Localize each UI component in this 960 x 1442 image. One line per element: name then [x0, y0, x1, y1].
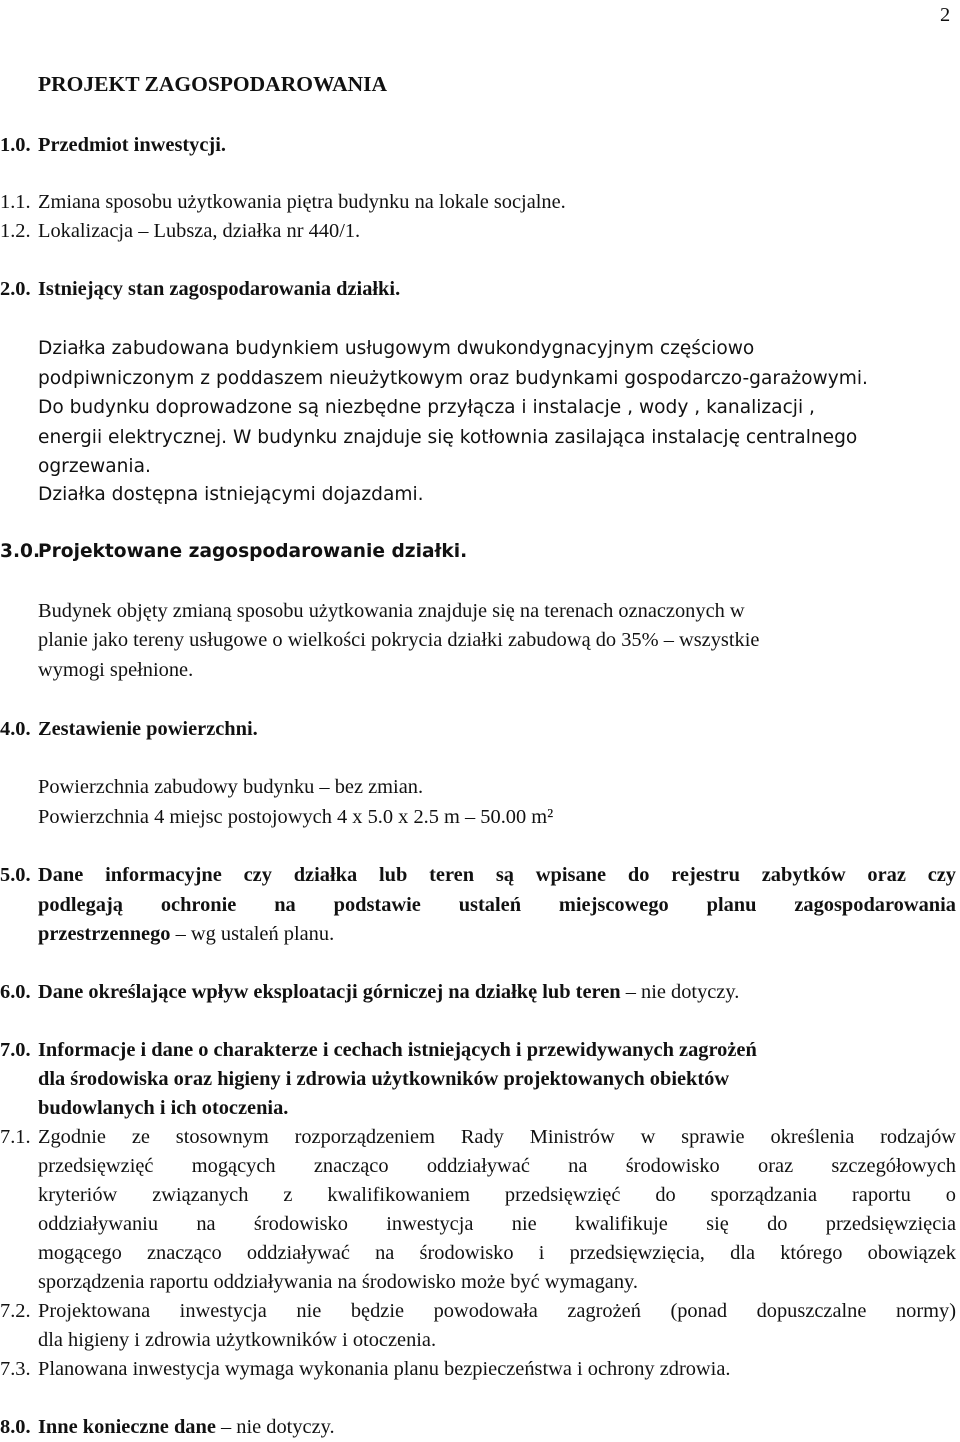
section-heading-line: przestrzennego: [38, 923, 171, 945]
section-number: 6.0.: [0, 981, 31, 1003]
item-text: Zmiana sposobu użytkowania piętra budynku na lokale socjalne.: [38, 191, 566, 213]
paragraph-line: Działka zabudowana budynkiem usługowym dwukondygnacyjnym częściowo: [38, 338, 755, 359]
paragraph-line: Budynek objęty zmianą sposobu użytkowania znajduje się na terenach oznaczonych w: [38, 600, 745, 622]
section-number: 7.0.: [0, 1039, 31, 1061]
section-note: – nie dotyczy.: [215, 1416, 335, 1438]
item-number: 7.3.: [0, 1358, 31, 1380]
paragraph-line: Działka dostępna istniejącymi dojazdami.: [38, 484, 424, 505]
paragraph-line: wymogi spełnione.: [38, 659, 194, 681]
item-number: 7.2.: [0, 1300, 31, 1322]
paragraph-line: dla higieny i zdrowia użytkowników i otoczenia.: [38, 1329, 437, 1351]
item-text: Lokalizacja – Lubsza, działka nr 440/1.: [38, 220, 361, 242]
paragraph-line: Planowana inwestycja wymaga wykonania planu bezpieczeństwa i ochrony zdrowia.: [38, 1358, 731, 1380]
paragraph-line: przedsięwzięć mogących znacząco oddziaływać na środowisko oraz szczegółowych: [38, 1155, 956, 1177]
paragraph-line: Powierzchnia zabudowy budynku – bez zmian.: [38, 776, 424, 798]
section-note: – wg ustaleń planu.: [170, 923, 335, 945]
paragraph-line: mogącego znacząco oddziaływać na środowisko i przedsięwzięcia, dla którego obowiązek: [38, 1242, 956, 1264]
section-heading-line: budowlanych i ich otoczenia.: [38, 1097, 289, 1119]
document-title: PROJEKT ZAGOSPODAROWANIA: [38, 72, 388, 96]
section-note: – nie dotyczy.: [620, 981, 740, 1003]
section-heading: Dane określające wpływ eksploatacji górniczej na działkę lub teren: [38, 981, 621, 1003]
paragraph-line: sporządzenia raportu oddziaływania na środowisko może być wymagany.: [38, 1271, 638, 1293]
section-number: 2.0.: [0, 278, 31, 300]
section-heading: Zestawienie powierzchni.: [38, 718, 258, 740]
section-number: 8.0.: [0, 1416, 31, 1438]
section-heading-line: Informacje i dane o charakterze i cechach istniejących i przewidywanych zagrożeń: [38, 1039, 757, 1061]
paragraph-line: Do budynku doprowadzone są niezbędne przyłącza i instalacje , wody , kanalizacji ,: [38, 397, 815, 418]
paragraph-line: Zgodnie ze stosownym rozporządzeniem Rady Ministrów w sprawie określenia rodzajów: [38, 1126, 956, 1148]
section-number: 1.0.: [0, 134, 31, 156]
item-number: 7.1.: [0, 1126, 31, 1148]
page-number: 2: [940, 4, 951, 26]
section-heading: Inne konieczne dane: [38, 1416, 216, 1438]
paragraph-line: podpiwniczonym z poddaszem nieużytkowym oraz budynkami gospodarczo-garażowymi.: [38, 368, 868, 389]
item-number: 1.1.: [0, 191, 31, 213]
section-heading: Istniejący stan zagospodarowania działki.: [38, 278, 401, 300]
section-heading: Projektowane zagospodarowanie działki.: [38, 541, 468, 562]
paragraph-line: planie jako tereny usługowe o wielkości pokrycia działki zabudową do 35% – wszystkie: [38, 629, 760, 651]
paragraph-line: energii elektrycznej. W budynku znajduje się kotłownia zasilająca instalację centralnego: [38, 427, 858, 448]
paragraph-line: kryteriów związanych z kwalifikowaniem przedsięwzięć do sporządzania raportu o: [38, 1184, 956, 1206]
paragraph-line: oddziaływaniu na środowisko inwestycja nie kwalifikuje się do przedsięwzięcia: [38, 1213, 956, 1235]
item-number: 1.2.: [0, 220, 31, 242]
section-number: 5.0.: [0, 864, 31, 886]
section-heading-line: Dane informacyjne czy działka lub teren są wpisane do rejestru zabytków oraz czy: [38, 864, 956, 886]
paragraph-line: Projektowana inwestycja nie będzie powodowała zagrożeń (ponad dopuszczalne normy): [38, 1300, 956, 1322]
section-heading: Przedmiot inwestycji.: [38, 134, 226, 156]
section-number: 3.0.: [0, 541, 41, 562]
paragraph-line: Powierzchnia 4 miejsc postojowych 4 x 5.0 x 2.5 m – 50.00 m²: [38, 806, 554, 828]
paragraph-line: ogrzewania.: [38, 456, 151, 477]
section-number: 4.0.: [0, 718, 31, 740]
section-heading-line: dla środowiska oraz higieny i zdrowia użytkowników projektowanych obiektów: [38, 1068, 730, 1090]
section-heading-line: podlegają ochronie na podstawie ustaleń miejscowego planu zagospodarowania: [38, 894, 956, 916]
